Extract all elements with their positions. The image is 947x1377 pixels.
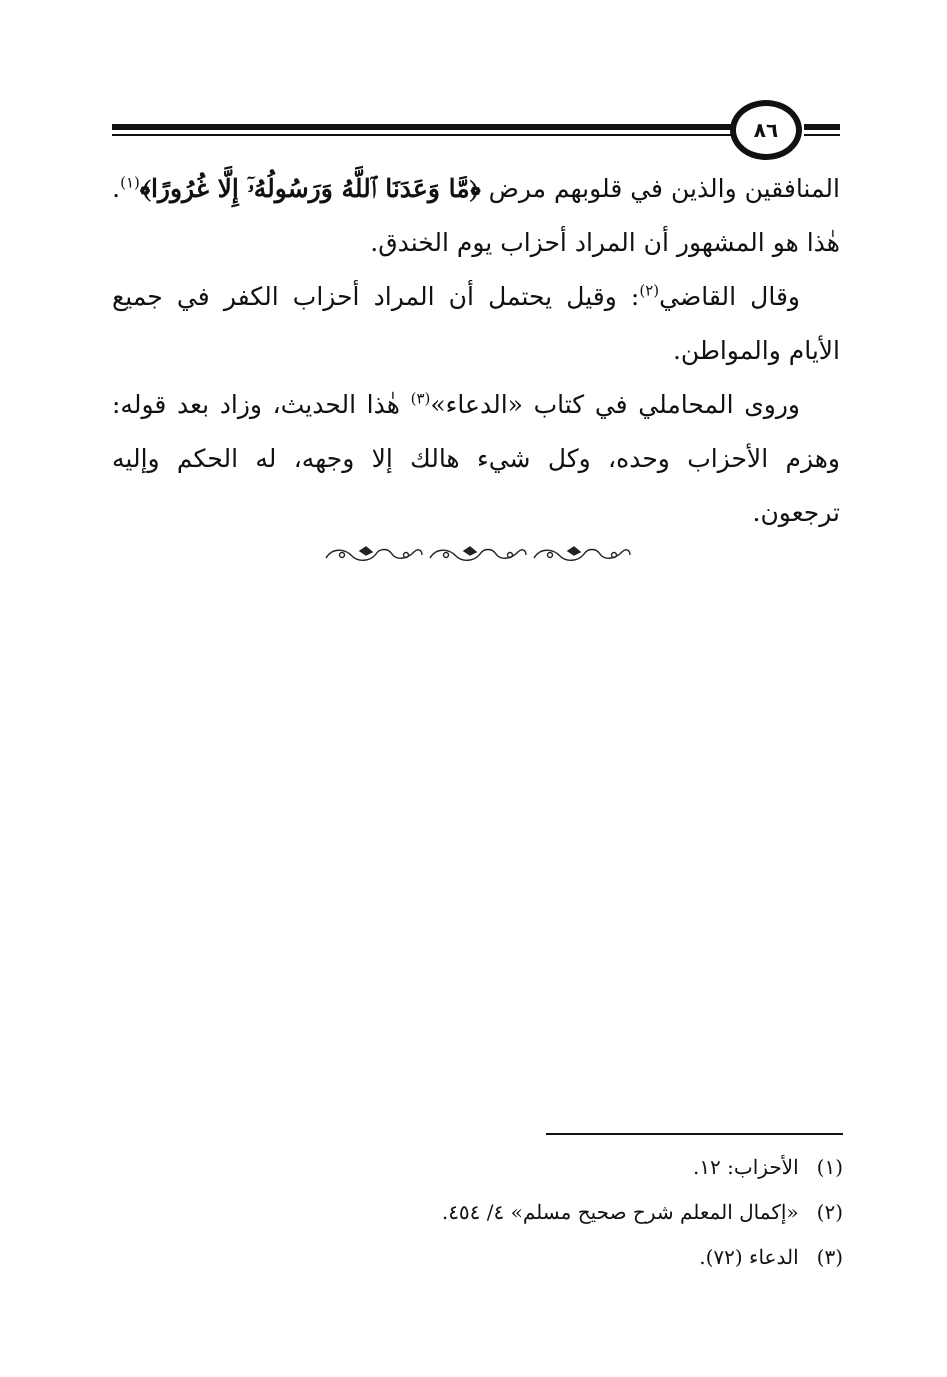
footnote-1 <box>340 1145 843 1190</box>
footnote-text: «إكمال المعلم شرح صحيح مسلم» ٤/ ٤٥٤. <box>441 1200 799 1224</box>
floral-divider-icon <box>322 542 634 568</box>
header-rule-right-thin <box>804 134 840 136</box>
footnote-3 <box>340 1235 843 1280</box>
paragraph-2: هٰذا هو المشهور أن المراد أحزاب يوم الخندق. <box>370 228 840 257</box>
paragraph-1-text: المنافقين والذين في قلوبهم مرض <box>480 174 840 203</box>
main-text <box>112 162 840 540</box>
footnotes <box>340 1145 843 1280</box>
ornament-unit-3 <box>534 547 630 560</box>
paragraph-3-text-a: وقال القاضي <box>659 282 800 311</box>
footnote-text: الأحزاب: ١٢. <box>692 1155 799 1179</box>
paragraph-4 <box>112 378 840 540</box>
header-rule-right-thick <box>804 124 840 130</box>
footnote-separator <box>546 1133 843 1135</box>
footnote-2 <box>340 1190 843 1235</box>
footnote-ref-2[interactable]: (٢) <box>639 281 660 300</box>
paragraph-1 <box>112 162 840 216</box>
ornament-unit-2 <box>430 547 526 560</box>
header-rule-thin <box>112 134 732 136</box>
ornament-unit-1 <box>326 547 422 560</box>
header-rule-thick <box>112 124 732 130</box>
paragraph-4-text-a: وروى المحاملي في كتاب «الدعاء» <box>430 390 800 419</box>
footnote-number: (٢) <box>816 1200 843 1224</box>
footnote-text: الدعاء (٧٢). <box>699 1245 799 1269</box>
paragraph-4-text-b: هٰذا الحديث، وزاد بعد قوله: وهزم الأحزاب وحده، وكل شيء هالك إلا وجهه، له الحكم وإليه ترجعون. <box>112 390 840 527</box>
quran-verse: ﴿مَّا وَعَدَنَا ٱللَّهُ وَرَسُولُهُۥٓ إِلَّا غُرُورًا﴾ <box>139 174 481 203</box>
paragraph-3 <box>112 270 840 378</box>
page-number-circle <box>730 100 802 160</box>
footnote-number: (١) <box>816 1155 843 1179</box>
footnote-ref-3[interactable]: (٣) <box>410 389 431 408</box>
paragraph-3-text-b: : وقيل يحتمل أن المراد أحزاب الكفر في جميع الأيام والمواطن. <box>112 282 840 365</box>
paragraph-1-end: . <box>112 174 121 203</box>
page-number: ٨٦ <box>753 118 779 142</box>
footnote-ref-1[interactable]: (١) <box>120 173 140 192</box>
footnote-number: (٣) <box>816 1245 843 1269</box>
page-header <box>112 100 840 160</box>
